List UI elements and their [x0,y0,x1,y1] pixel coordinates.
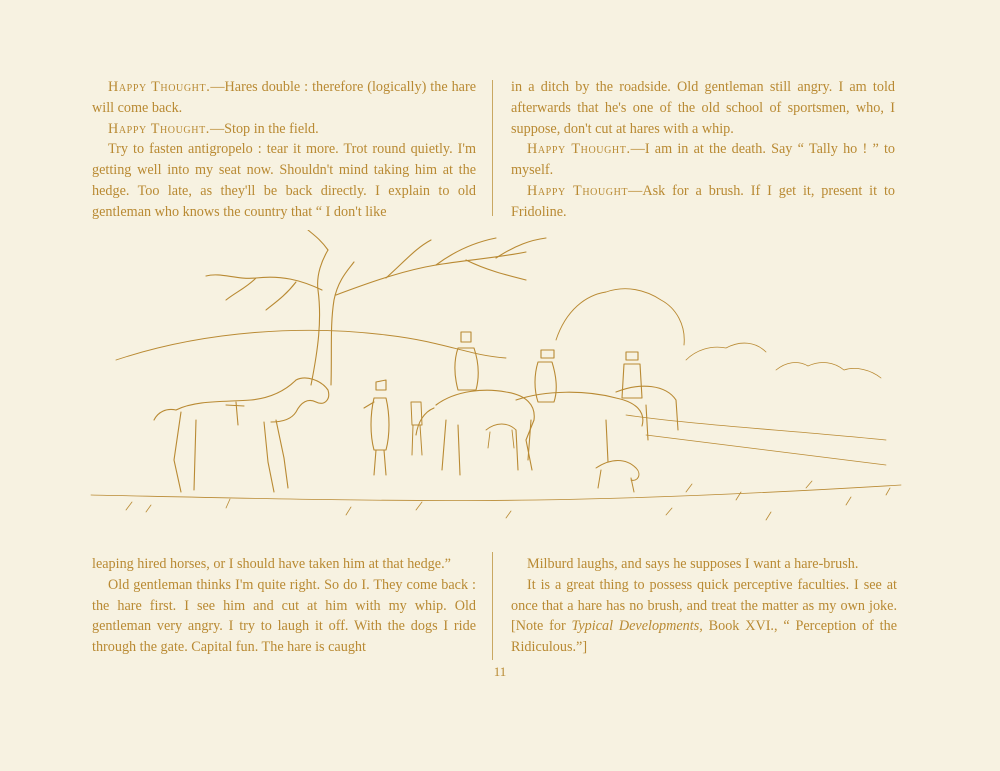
paragraph-text: —Stop in the field. [209,120,319,137]
hunting-scene-illustration [86,230,906,540]
hound [486,424,516,448]
road-line [626,415,886,440]
book-title-italic: Typical Developments, [571,618,703,635]
text-column-bottom-left [92,554,476,658]
text-column-top-right [511,77,895,223]
horizon-line [116,330,506,360]
riderless-horse [154,378,329,492]
paragraph-text: —Ask for a brush. If I get it, present it to Fridoline. [511,182,895,220]
paragraph [92,77,476,119]
paragraph: Milburd laughs, and says he supposes I want a hare-brush. [527,556,859,572]
page-number: 11 [493,664,507,679]
column-divider [492,552,493,660]
paragraph [511,575,897,658]
paragraph [92,119,476,140]
oak-tree-left [206,230,546,385]
happy-thought-heading: Happy Thought [527,182,629,199]
happy-thought-heading: Happy Thought. [108,79,211,95]
happy-thought-heading: Happy Thought. [527,141,631,158]
text-column-top-left [92,77,476,223]
hunt-riders [416,332,678,475]
paragraph-text: It is a great thing to possess quick perceptive faculties. I see at once that a hare has no brush, and treat the matter as my own joke. [Note for [511,576,897,635]
paragraph: leaping hired horses, or I should have taken him at that hedge.” [92,556,451,572]
paragraph: Try to fasten antigropelo : tear it more. Trot round quietly. I'm getting well into my seat now. Shouldn't mind taking him at the hedge. Too late, as they'll be back directly. I explain to old gentleman who knows the country that “ I don't like [92,141,476,220]
happy-thought-heading: Happy Thought. [108,120,210,137]
paragraph [511,181,895,223]
column-divider [492,80,493,216]
man-standing [364,380,389,475]
tree-clump-right [556,289,684,345]
paragraph: in a ditch by the roadside. Old gentleman still angry. I am told afterwards that he's one of the old school of sportsmen, who, I suppose, don't cut at hares with a whip. [511,79,895,137]
paragraph [511,139,895,181]
ground-line [91,485,901,501]
hound [596,461,639,493]
text-column-bottom-right [511,554,897,658]
paragraph-text: —I am in at the death. Say “ Tally ho ! ” to myself. [511,141,896,179]
paragraph-text: Book XVI., “ Perception of the Ridiculous.”] [511,618,897,656]
paragraph-text: —Hares double : therefore (logically) the hare will come back. [92,79,476,116]
paragraph: Old gentleman thinks I'm quite right. So do I. They come back : the hare first. I see him and cut at him with my whip. Old gentleman very angry. I try to laugh it off. With the dogs I ride through the gate. Capital fun. The hare is caught [92,576,476,656]
boy-figure [411,402,422,455]
